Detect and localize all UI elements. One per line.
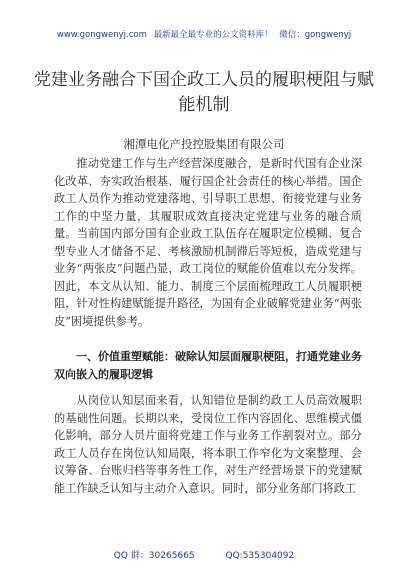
site-slogan: 最新最全最专业的公文资料库！ bbox=[153, 30, 273, 40]
company-name: 湘潭电化产投控股集团有限公司 bbox=[123, 137, 285, 151]
section-1-paragraph: 从岗位认知层面来看，认知错位是制约政工人员高效履职的基础性问题。长期以来，受岗位工作内容固化、思维模式僵化影响，部分人员片面将党建工作与业务工作割裂对立。部分政工人员存在岗位认知局限，将本职工作窄化为文案整理、会议筹备、台账归档等事务性工作，对生产经营场景下的党建赋能工作缺乏认知与主动介入意识。同时，部分业务部门将政工 bbox=[54, 394, 362, 495]
section-heading-1: 一、价值重塑赋能：破除认知层面履职梗阻，打通党建业务双向嵌入的履职逻辑 bbox=[54, 350, 362, 381]
site-header bbox=[0, 28, 408, 40]
intro-paragraph: 推动党建工作与生产经营深度融合，是新时代国有企业深化改革、夯实政治根基、履行国企社会责任的核心举措。国企政工人员作为推动党建落地、引导职工思想、衔接党建与业务工作的中坚力量，其履职成效直接决定党建与业务的融合质量。当前国内部分国有企业政工队伍存在履职定位模糊、复合型专业人才储备不足、考核激励机制滞后等短板，造成党建与业务“两张皮”问题凸显，政工岗位的赋能价值难以充分发挥。因此，本文从认知、能力、制度三个层面梳理政工人员履职梗阻，针对性构建赋能提升路径，为国有企业破解党建业务“两张皮”困境提供参考。 bbox=[54, 157, 362, 328]
website-link[interactable]: www.gongwenyj.com bbox=[56, 30, 147, 40]
document-title: 党建业务融合下国企政工人员的履职梗阻与赋能机制 bbox=[34, 70, 374, 115]
qq-contact: QQ:535304092 bbox=[225, 551, 295, 561]
site-footer bbox=[0, 548, 408, 561]
wechat-contact: 微信：gongwenyj bbox=[279, 30, 352, 40]
qq-group: QQ 群：30265665 bbox=[113, 551, 195, 561]
